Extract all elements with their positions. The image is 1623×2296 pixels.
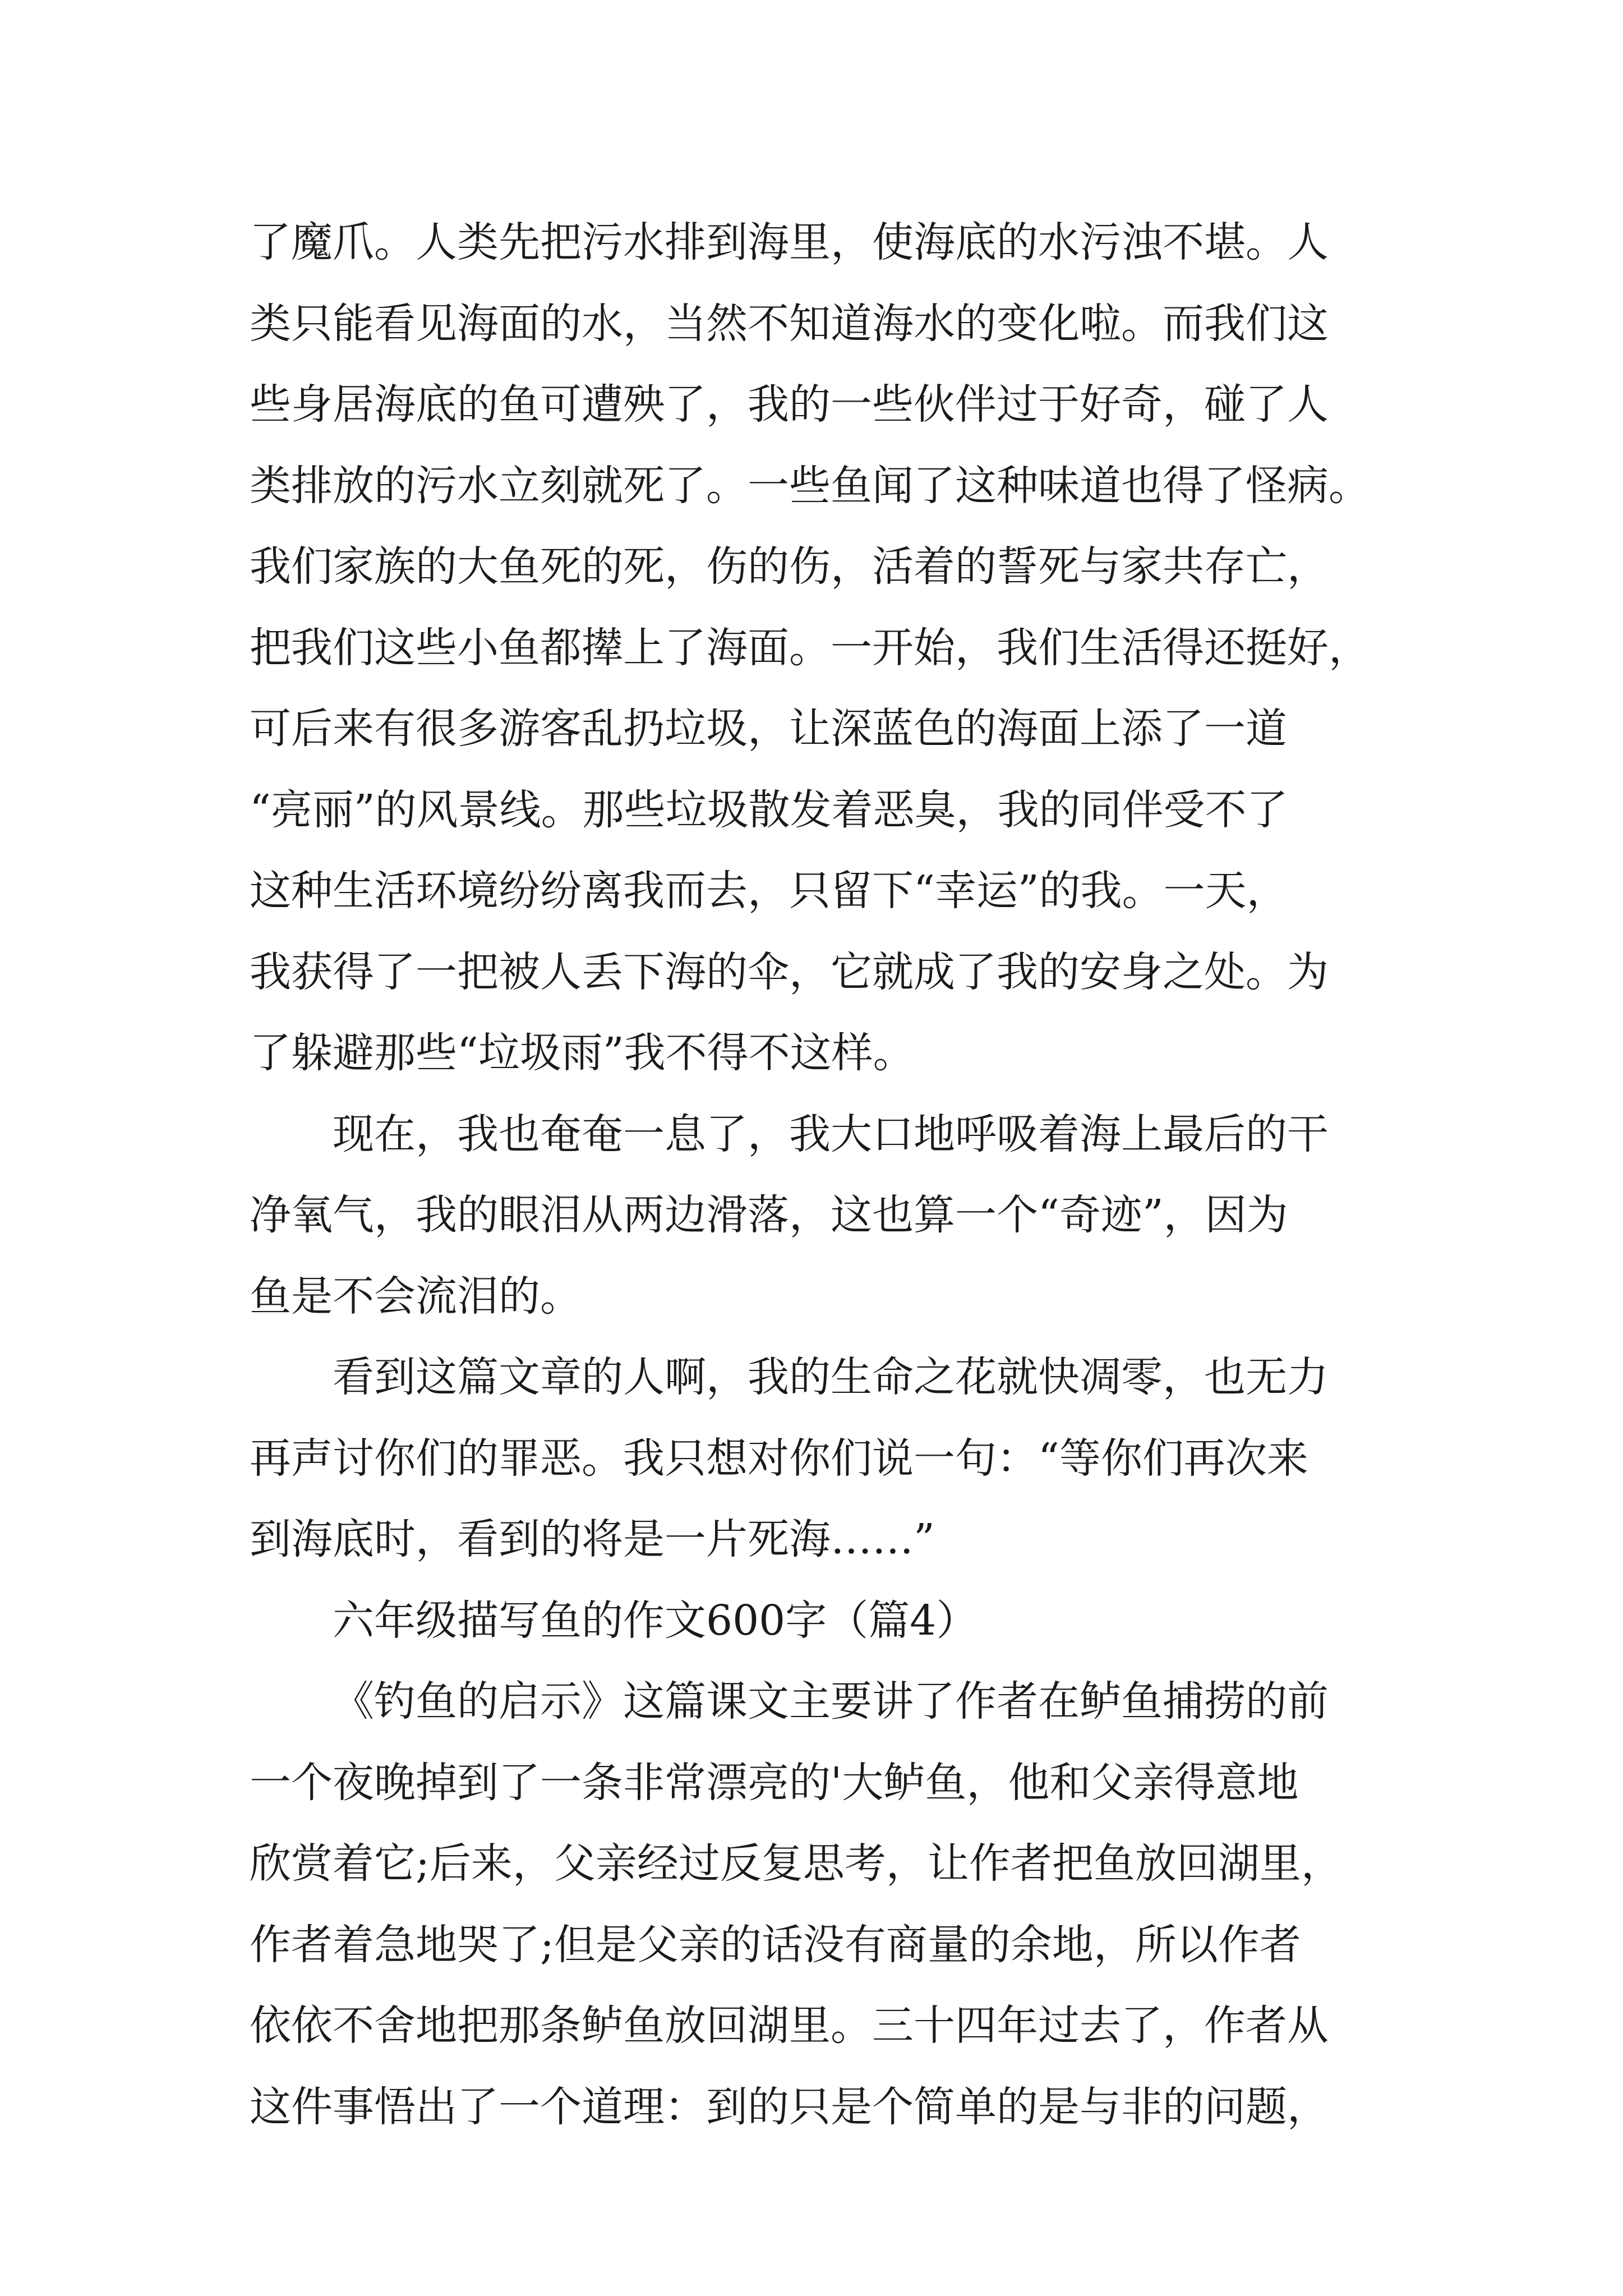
text-line: 些身居海底的鱼可遭殃了，我的一些伙伴过于好奇，碰了人: [250, 380, 1329, 429]
text-line: 我获得了一把被人丢下海的伞，它就成了我的安身之处。为: [250, 947, 1329, 996]
text-line: 再声讨你们的罪恶。我只想对你们说一句：“等你们再次来: [250, 1434, 1308, 1483]
paragraph-start-line: 《钓鱼的启示》这篇课文主要讲了作者在鲈鱼捕捞的前: [333, 1677, 1329, 1726]
text-line: 了躲避那些“垃圾雨”我不得不这样。: [250, 1029, 915, 1077]
text-line: 这件事悟出了一个道理：到的只是个简单的是与非的问题，: [250, 2082, 1329, 2131]
text-line: 类排放的污水立刻就死了。一些鱼闻了这种味道也得了怪病。: [250, 461, 1370, 510]
text-line: 欣赏着它;后来，父亲经过反复思考，让作者把鱼放回湖里，: [250, 1839, 1343, 1888]
text-line: 可后来有很多游客乱扔垃圾，让深蓝色的海面上添了一道: [250, 705, 1287, 753]
body-text: [250, 202, 1388, 2147]
paragraph-start-line: 现在，我也奄奄一息了，我大口地呼吸着海上最后的干: [333, 1110, 1329, 1158]
text-line: 依依不舍地把那条鲈鱼放回湖里。三十四年过去了，作者从: [250, 2001, 1329, 2050]
text-line: 一个夜晚掉到了一条非常漂亮的'大鲈鱼，他和父亲得意地: [250, 1758, 1299, 1807]
text-line: 净氧气，我的眼泪从两边滑落，这也算一个“奇迹”，因为: [250, 1191, 1288, 1239]
section-heading: 六年级描写鱼的作文600字（篇4）: [333, 1596, 978, 1645]
text-line: 作者着急地哭了;但是父亲的话没有商量的余地，所以作者: [250, 1920, 1301, 1969]
text-line: 我们家族的大鱼死的死，伤的伤，活着的誓死与家共存亡，: [250, 542, 1329, 591]
text-line: 了魔爪。人类先把污水排到海里，使海底的水污浊不堪。人: [250, 218, 1329, 266]
text-line: 类只能看见海面的水，当然不知道海水的变化啦。而我们这: [250, 299, 1329, 348]
text-line: 这种生活环境纷纷离我而去，只留下“幸运”的我。一天，: [250, 867, 1288, 915]
text-line: 鱼是不会流泪的。: [250, 1272, 582, 1320]
text-line: “亮丽”的风景线。那些垃圾散发着恶臭，我的同伴受不了: [250, 785, 1288, 834]
paragraph-start-line: 看到这篇文章的人啊，我的生命之花就快凋零，也无力: [333, 1353, 1329, 1401]
text-line: 到海底时，看到的将是一片死海……”: [250, 1515, 935, 1563]
text-line: 把我们这些小鱼都撵上了海面。一开始，我们生活得还挺好，: [250, 623, 1370, 672]
